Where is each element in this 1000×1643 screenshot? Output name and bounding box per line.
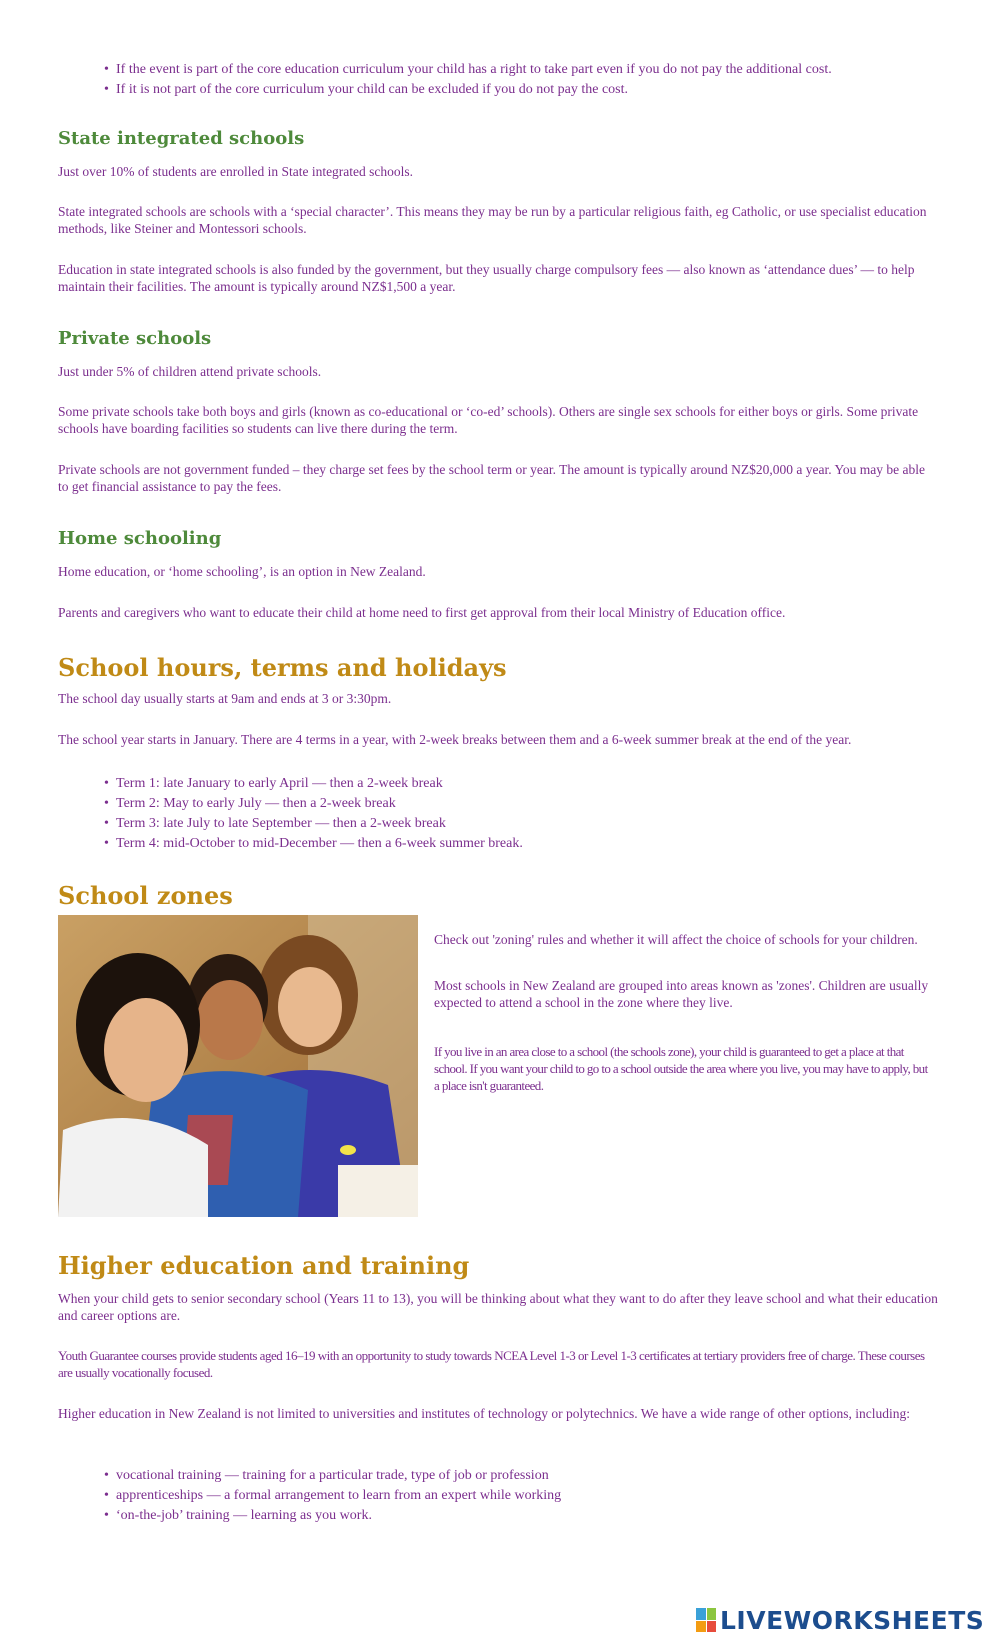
paragraph: Youth Guarantee courses provide students aged 16–19 with an opportunity to study towards NCEA Level 1-3 or Level 1-3 certificates at tertiary providers free of charge. These courses are usually vocationally focused.	[58, 1348, 925, 1380]
logo-square-icon	[696, 1621, 706, 1633]
list-item: • If the event is part of the core education curriculum your child has a right to take part even if you do not pay the additional cost.	[104, 60, 832, 80]
list-item: • Term 4: mid-October to mid-December — then a 6-week summer break.	[104, 834, 523, 854]
logo-text: LIVEWORKSHEETS	[720, 1605, 985, 1635]
list-item: • ‘on-the-job’ training — learning as you work.	[104, 1506, 561, 1526]
list-item: • vocational training — training for a particular trade, type of job or profession	[104, 1466, 561, 1486]
paragraph: Just under 5% of children attend private schools.	[58, 364, 322, 379]
liveworksheets-logo[interactable]	[696, 1605, 984, 1635]
logo-square-icon	[707, 1608, 717, 1620]
list-item: • apprenticeships — a formal arrangement to learn from an expert while working	[104, 1486, 561, 1506]
school-zones-heading: School zones	[58, 881, 233, 910]
list-item: • Term 2: May to early July — then a 2-week break	[104, 794, 523, 814]
paragraph: Parents and caregivers who want to educate their child at home need to first get approval from their local Ministry of Education office.	[58, 605, 786, 620]
paragraph: Home education, or ‘home schooling’, is an option in New Zealand.	[58, 564, 426, 579]
paragraph: The school day usually starts at 9am and ends at 3 or 3:30pm.	[58, 691, 392, 706]
intro-bullet-list	[104, 60, 832, 100]
list-item: • If it is not part of the core curriculum your child can be excluded if you do not pay the cost.	[104, 80, 832, 100]
paragraph: Just over 10% of students are enrolled in State integrated schools.	[58, 164, 414, 179]
paragraph: Private schools are not government funded – they charge set fees by the school term or year. The amount is typically around NZ$20,000 a year. You may be able to get financial assistance to pay the fees.	[58, 462, 926, 494]
logo-icon	[696, 1608, 716, 1632]
paragraph: Education in state integrated schools is also funded by the government, but they usually charge compulsory fees — also known as ‘attendance dues’ — to help maintain their facilities. The amount is typically around NZ$1,500 a year.	[58, 262, 915, 294]
private-schools-heading: Private schools	[58, 328, 212, 349]
paragraph: Most schools in New Zealand are grouped into areas known as 'zones'. Children are usually expected to attend a school in the zone where they live.	[434, 978, 929, 1010]
list-item: • Term 1: late January to early April — then a 2-week break	[104, 774, 523, 794]
paragraph: When your child gets to senior secondary school (Years 11 to 13), you will be thinking about what they want to do after they leave school and what their education and career options are.	[58, 1291, 938, 1323]
terms-list	[104, 774, 523, 854]
paragraph: The school year starts in January. There are 4 terms in a year, with 2-week breaks between them and a 6-week summer break at the end of the year.	[58, 732, 852, 747]
list-item: • Term 3: late July to late September — then a 2-week break	[104, 814, 523, 834]
logo-square-icon	[696, 1608, 706, 1620]
logo-square-icon	[707, 1621, 717, 1633]
paragraph: Higher education in New Zealand is not limited to universities and institutes of technology or polytechnics. We have a wide range of other options, including:	[58, 1406, 910, 1421]
state-integrated-heading: State integrated schools	[58, 128, 305, 149]
home-schooling-heading: Home schooling	[58, 528, 222, 549]
options-list	[104, 1466, 561, 1526]
school-hours-heading: School hours, terms and holidays	[58, 653, 507, 682]
paragraph: State integrated schools are schools with a ‘special character’. This means they may be run by a particular religious faith, eg Catholic, or use specialist education methods, like Steiner and Montessori schools.	[58, 204, 927, 236]
paragraph: Check out 'zoning' rules and whether it will affect the choice of schools for your children.	[434, 932, 918, 947]
paragraph: If you live in an area close to a school (the schools zone), your child is guaranteed to get a place at that school. If you want your child to go to a school outside the area where you live, you may have to apply, but a place isn't guaranteed.	[434, 1044, 928, 1093]
students-photo	[58, 915, 418, 1217]
paragraph: Some private schools take both boys and girls (known as co-educational or ‘co-ed’ schools). Others are single sex schools for either boys or girls. Some private schools have boarding facilities so students can live there during the term.	[58, 404, 919, 436]
higher-education-heading: Higher education and training	[58, 1251, 470, 1280]
